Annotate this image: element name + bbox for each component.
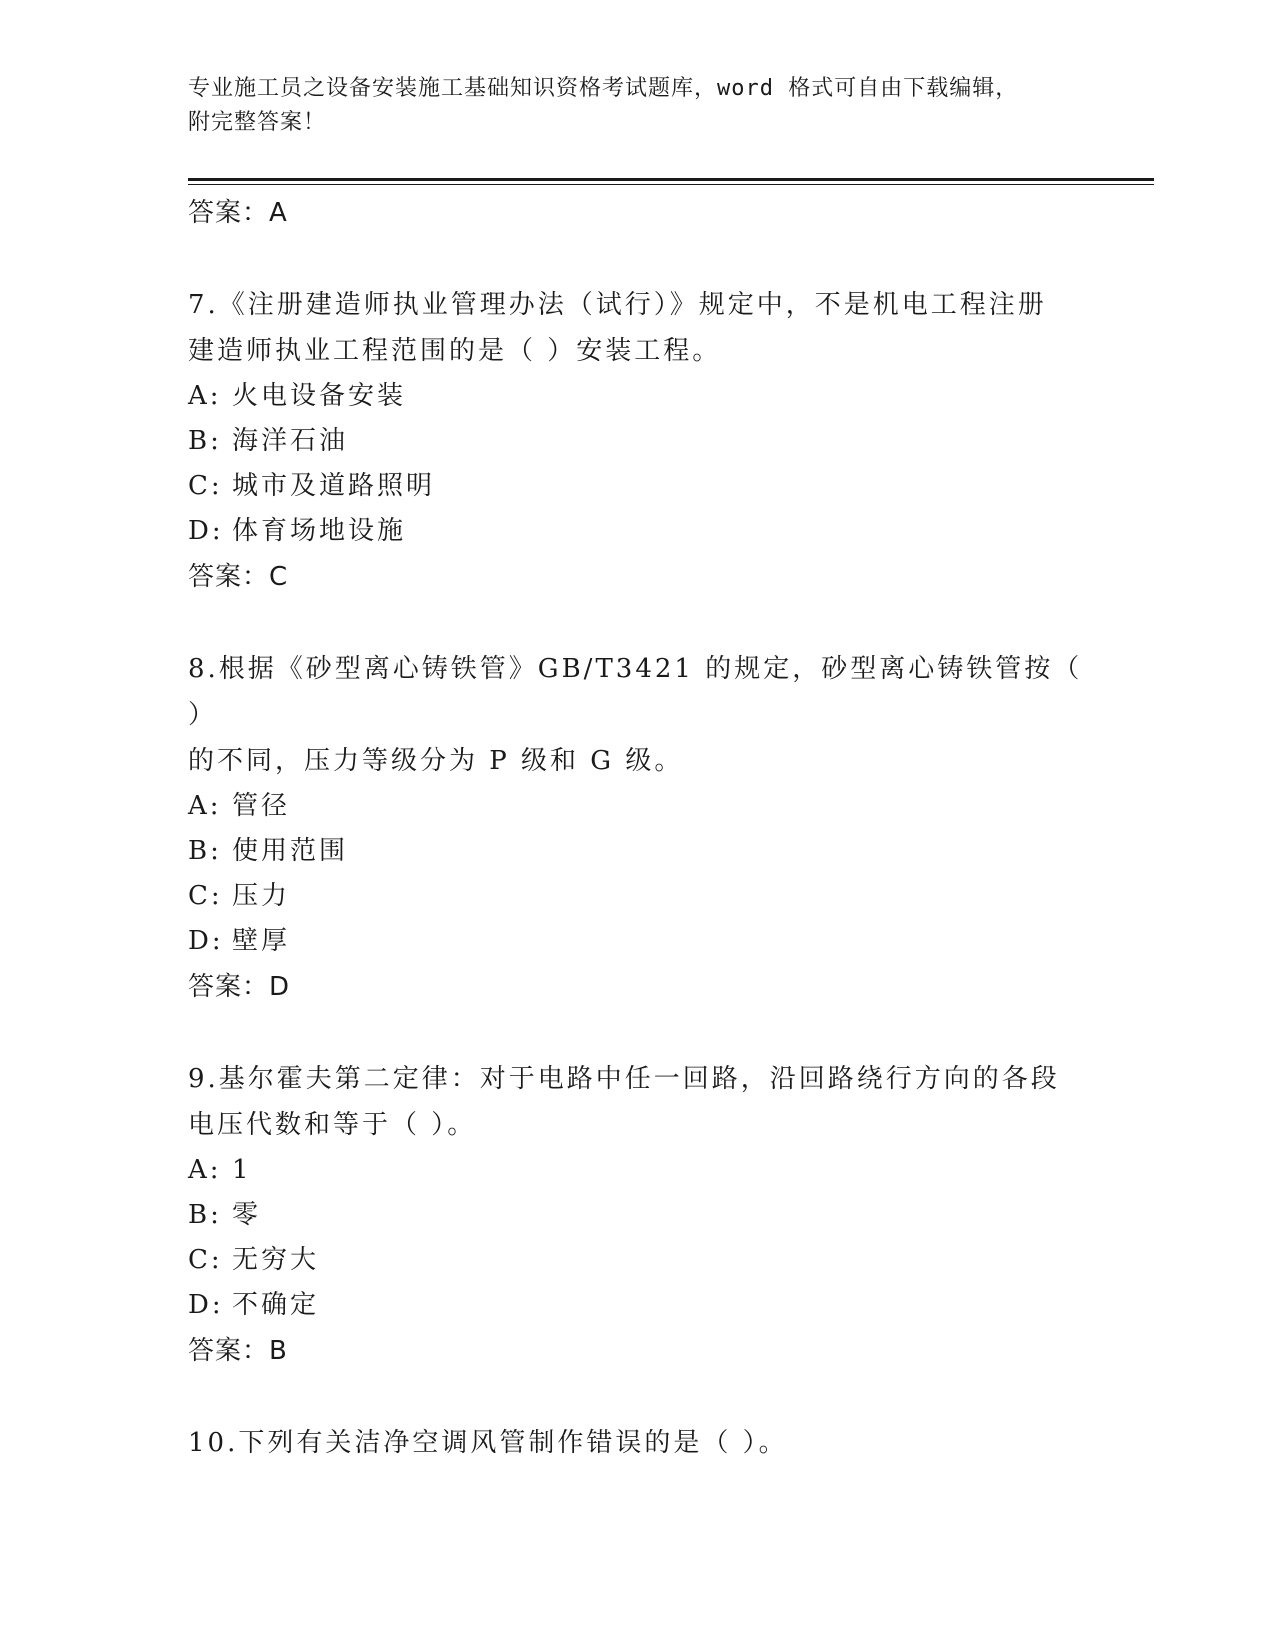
option-text: 火电设备安装 xyxy=(232,381,407,411)
header-line-2: 附完整答案！ xyxy=(188,110,327,135)
option-d xyxy=(188,919,1088,964)
question-block xyxy=(188,282,1088,600)
option-b xyxy=(188,1193,1088,1238)
answer-label: 答案： xyxy=(188,562,270,592)
option-text: 管径 xyxy=(232,791,291,821)
option-key: D: xyxy=(188,926,224,956)
option-c xyxy=(188,1238,1088,1283)
option-a xyxy=(188,374,1088,419)
option-text: 不确定 xyxy=(232,1290,320,1320)
question-text-line: 7.《注册建造师执业管理办法（试行）》规定中，不是机电工程注册 xyxy=(188,290,1047,320)
option-key: B: xyxy=(188,426,222,456)
answer-label: 答案： xyxy=(188,972,270,1002)
question-text-line: 10.下列有关洁净空调风管制作错误的是（ ）。 xyxy=(188,1428,788,1458)
answer-value: B xyxy=(269,1336,288,1366)
option-a xyxy=(188,784,1088,829)
option-b xyxy=(188,829,1088,874)
option-key: A: xyxy=(188,1155,222,1185)
question-text-line: 电压代数和等于（ ）。 xyxy=(188,1110,477,1140)
header-divider-thick xyxy=(188,178,1154,181)
header-line-1: 专业施工员之设备安装施工基础知识资格考试题库，word 格式可自由下载编辑， xyxy=(188,76,1019,101)
option-text: 零 xyxy=(232,1200,262,1230)
document-header xyxy=(188,72,1068,140)
option-text: 无穷大 xyxy=(232,1245,320,1275)
header-divider-thin xyxy=(188,184,1154,185)
answer-value: D xyxy=(269,972,291,1002)
answer-line xyxy=(188,554,1088,600)
option-text: 使用范围 xyxy=(232,836,349,866)
option-text: 体育场地设施 xyxy=(232,516,407,546)
option-text: 压力 xyxy=(232,881,291,911)
option-c xyxy=(188,874,1088,919)
option-key: C: xyxy=(188,881,223,911)
answer-value: A xyxy=(269,198,288,228)
option-b xyxy=(188,419,1088,464)
option-key: D: xyxy=(188,1290,224,1320)
question-text-line: 的不同，压力等级分为 P 级和 G 级。 xyxy=(188,746,684,776)
option-key: B: xyxy=(188,1200,222,1230)
option-text: 壁厚 xyxy=(232,926,291,956)
option-text: 城市及道路照明 xyxy=(232,471,436,501)
document-body xyxy=(188,190,1088,1466)
answer-line xyxy=(188,190,1088,236)
question-block xyxy=(188,646,1088,1010)
answer-line xyxy=(188,1328,1088,1374)
option-d xyxy=(188,509,1088,554)
question-block xyxy=(188,1420,1088,1466)
option-key: A: xyxy=(188,791,222,821)
question-block xyxy=(188,1056,1088,1374)
option-key: C: xyxy=(188,471,223,501)
answer-line xyxy=(188,964,1088,1010)
option-d xyxy=(188,1283,1088,1328)
option-key: B: xyxy=(188,836,222,866)
question-text-line: 8.根据《砂型离心铸铁管》GB/T3421 的规定，砂型离心铸铁管按（ ） xyxy=(188,654,1083,730)
option-text: 1 xyxy=(232,1155,252,1185)
answer-label: 答案： xyxy=(188,1336,270,1366)
question-text-line: 9.基尔霍夫第二定律：对于电路中任一回路，沿回路绕行方向的各段 xyxy=(188,1064,1060,1094)
answer-value: C xyxy=(269,562,289,592)
option-text: 海洋石油 xyxy=(232,426,349,456)
option-key: A: xyxy=(188,381,222,411)
option-key: C: xyxy=(188,1245,223,1275)
option-c xyxy=(188,464,1088,509)
option-a xyxy=(188,1148,1088,1193)
question-text-line: 建造师执业工程范围的是（ ）安装工程。 xyxy=(188,336,722,366)
answer-label: 答案： xyxy=(188,198,270,228)
option-key: D: xyxy=(188,516,224,546)
